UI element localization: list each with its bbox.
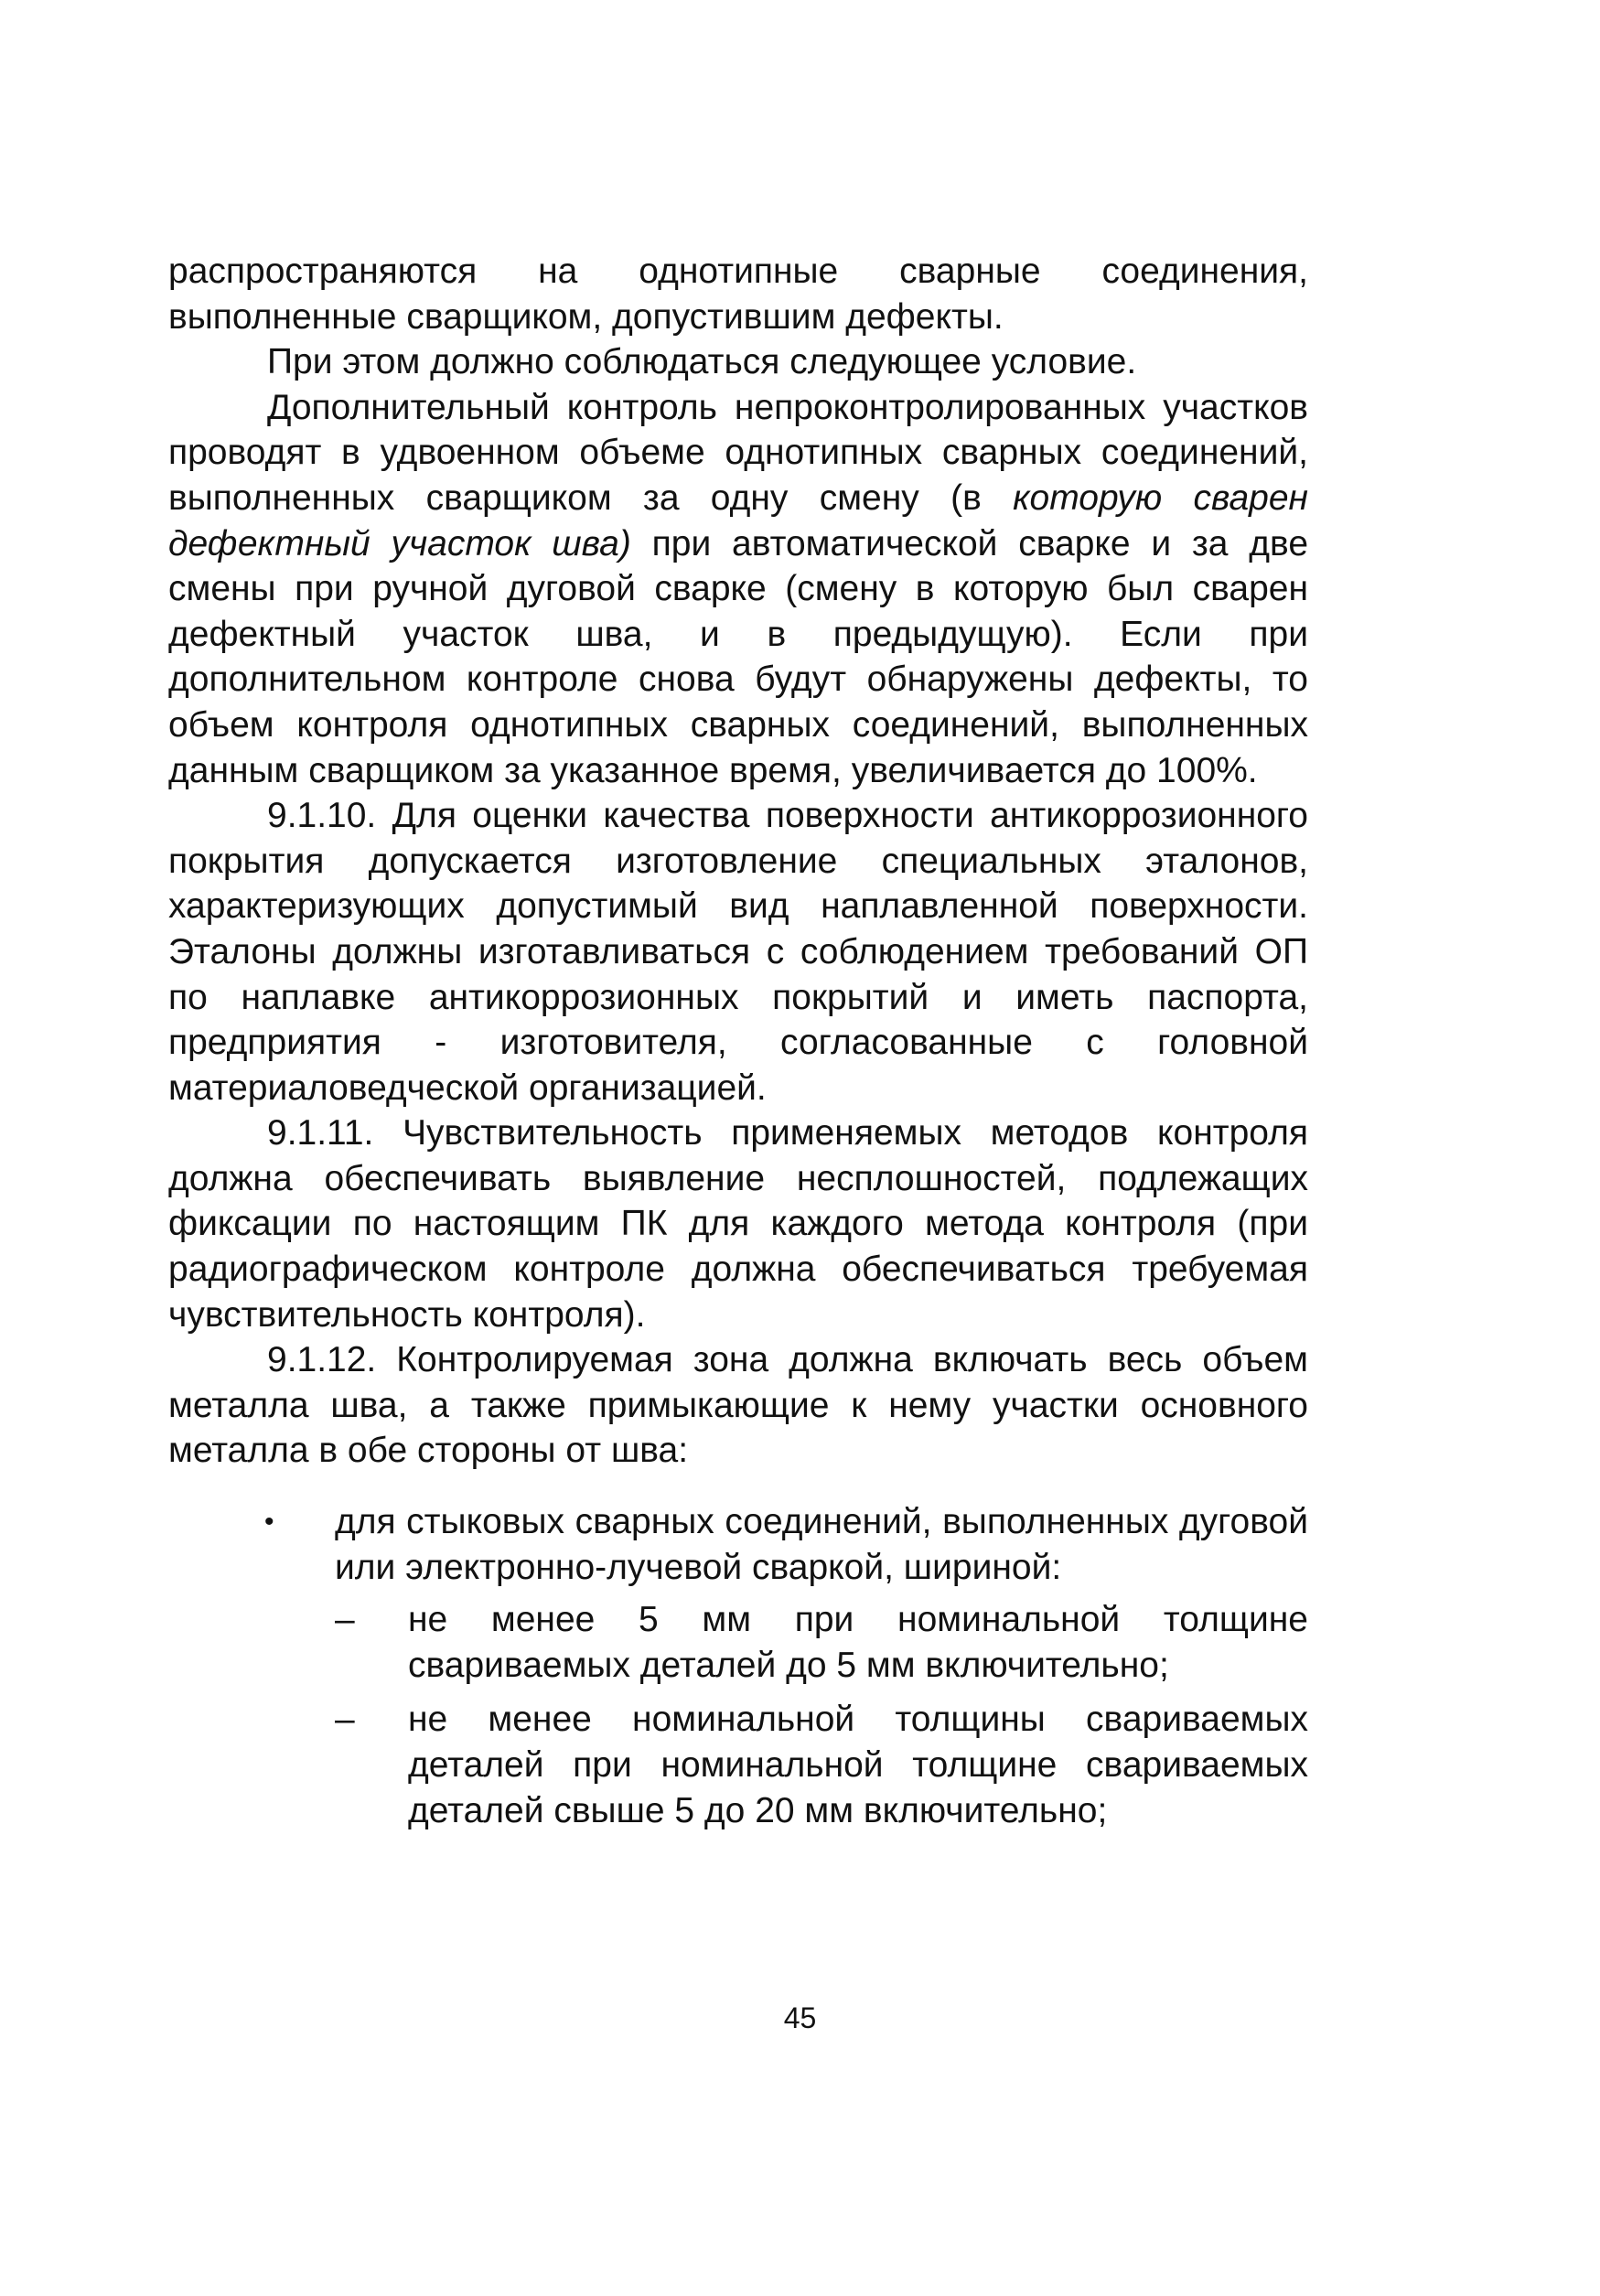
list-item [335, 1697, 1308, 1833]
dash-list [335, 1597, 1308, 1833]
dash-marker: – [335, 1700, 355, 1740]
bullet-text: для стыковых сварных соединений, выполненных дуговой или электронно-лучевой сваркой, шириной: [335, 1502, 1308, 1587]
paragraph-condition: При этом должно соблюдаться следующее условие. [267, 342, 1137, 382]
clause-9-1-11: 9.1.11. Чувствительность применяемых методов контроля должна обеспечивать выявление несплошностей, подлежащих фиксации по настоящим ПК для каждого метода контроля (при радиографическом контроле должна обеспечиваться требуемая чувствительность контроля). [168, 1113, 1308, 1335]
paragraph-italic-fragment: которую сварен дефектный участок шва) [168, 477, 1308, 563]
page-number: 45 [783, 2001, 817, 2034]
document-page [168, 249, 1308, 1842]
paragraph-continuation: распространяются на однотипные сварные соединения, выполненные сварщиком, допустившим дефекты. [168, 252, 1308, 337]
list-item [168, 1499, 1308, 1833]
paragraph-text-start: Дополнительный контроль непроконтролированных участков проводят в удвоенном объеме однотипных сварных соединений, выполненных сварщиком за одну смену (в [168, 387, 1308, 518]
paragraph-text-end: при автоматической сварке и за две смены при ручной дуговой сварке (смену в которую был сварен дефектный участок шва, и в предыдущую). Если при дополнительном контроле снова будут обнаружены дефекты, то объем контроля однотипных сварных соединений, выполненных данным сварщиком за указанное время, увеличивается до 100%. [168, 523, 1309, 790]
bullet-list [168, 1499, 1308, 1833]
dash-text: не менее номинальной толщины свариваемых деталей при номинальной толщине свариваемых деталей свыше 5 до 20 мм включительно; [408, 1700, 1308, 1830]
list-item [335, 1597, 1308, 1688]
clause-9-1-12: 9.1.12. Контролируемая зона должна включать весь объем металла шва, а также примыкающие к нему участки основного металла в обе стороны от шва: [168, 1340, 1308, 1471]
paragraph-additional-control [168, 385, 1308, 793]
bullet-marker: • [264, 1507, 274, 1538]
clause-9-1-10: 9.1.10. Для оценки качества поверхности антикоррозионного покрытия допускается изготовление специальных эталонов, характеризующих допустимый вид наплавленной поверхности. Эталоны должны изготавливаться с соблюдением требований ОП по наплавке антикоррозионных покрытий и иметь паспорта, предприятия - изготовителя, согласованные с головной материаловедческой организацией. [168, 796, 1308, 1108]
dash-text: не менее 5 мм при номинальной толщине свариваемых деталей до 5 мм включительно; [408, 1600, 1308, 1685]
dash-marker: – [335, 1600, 355, 1640]
